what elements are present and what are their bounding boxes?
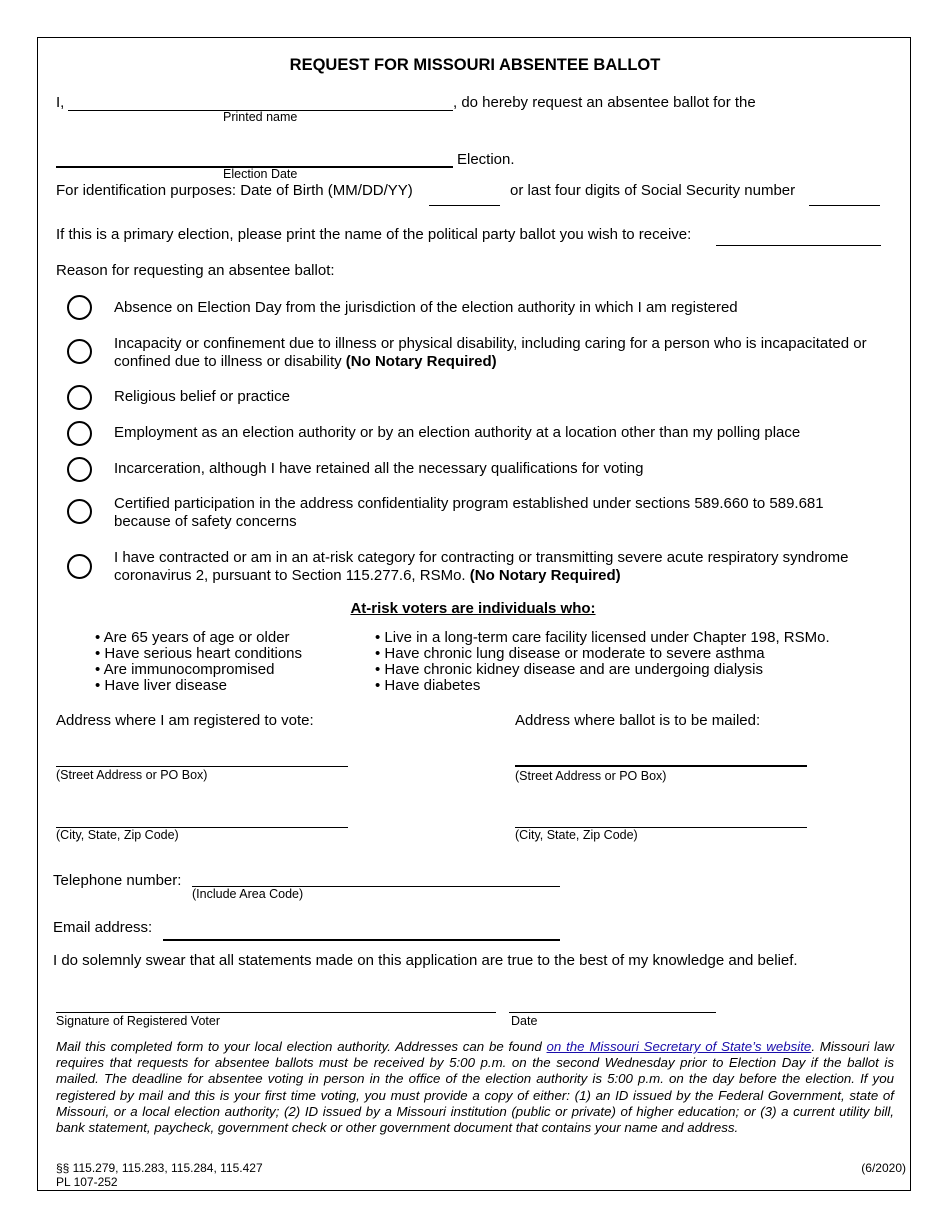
mailing-address-heading: Address where ballot is to be mailed: [515, 712, 761, 729]
date-field[interactable] [509, 1012, 716, 1013]
dob-field[interactable] [429, 205, 500, 206]
reason-radio-incarceration[interactable] [67, 457, 92, 482]
reason-religious: Religious belief or practice [114, 388, 290, 405]
date-label: Date [511, 1014, 538, 1028]
signature-label: Signature of Registered Voter [56, 1014, 220, 1028]
reason-incapacity: Incapacity or confinement due to illness or physical disability, including caring for a person who is incapacitated or confined due to illness or disability (No Notary Required) [114, 335, 867, 370]
mailing-city-label: (City, State, Zip Code) [515, 828, 638, 842]
reason-radio-religious[interactable] [67, 385, 92, 410]
at-risk-item: • Live in a long-term care facility licensed under Chapter 198, RSMo. [375, 629, 830, 646]
intro-request-text: , do hereby request an absentee ballot for the [453, 94, 756, 111]
reason-radio-covid[interactable] [67, 554, 92, 579]
dob-label: For identification purposes: Date of Birth (MM/DD/YY) [56, 182, 413, 199]
intro-prefix: I, [56, 94, 65, 111]
ssn-label: or last four digits of Social Security number [510, 182, 796, 199]
registered-street-label: (Street Address or PO Box) [56, 768, 208, 782]
email-label: Email address: [53, 919, 153, 936]
reason-confidentiality: Certified participation in the address confidentiality program established under sections 589.660 to 589.681 because of safety concerns [114, 495, 824, 530]
at-risk-item: • Have diabetes [375, 677, 481, 694]
email-field[interactable] [163, 939, 560, 941]
reason-absence: Absence on Election Day from the jurisdiction of the election authority in which I am registered [114, 299, 738, 316]
at-risk-item: • Have chronic lung disease or moderate to severe asthma [375, 645, 765, 662]
mailing-street-field[interactable] [515, 765, 807, 767]
at-risk-list-right [375, 630, 830, 694]
reason-radio-absence[interactable] [67, 295, 92, 320]
registered-city-label: (City, State, Zip Code) [56, 828, 179, 842]
signature-field[interactable] [56, 1012, 496, 1013]
at-risk-item: • Have serious heart conditions [95, 645, 303, 662]
at-risk-item: • Are immunocompromised [95, 661, 275, 678]
revision-date: (6/2020) [861, 1161, 906, 1175]
secretary-of-state-link[interactable]: on the Missouri Secretary of State’s website [546, 1039, 812, 1054]
statutes-reference: §§ 115.279, 115.283, 115.284, 115.427 [56, 1161, 263, 1175]
mailing-notice: Mail this completed form to your local election authority. Addresses can be found on the Missouri Secretary of State’s website. Missouri law requires that requests for absentee ballots must be received by 5:00 p.m. on the second Wednesday prior to Election Day if the ballot is mailed. The deadline for absentee voting in person in the office of the election authority is 5:00 p.m. on the day before the election. If you registered by mail and this is your first time voting, you must provide a copy of either: (1) an ID issued by the Federal Government, state of Missouri, or a local election authority; (2) ID issued by a Missouri institution (public or private) of higher education; or (3) a current utility bill, bank statement, paycheck, government check or other government document that contains your name and address. [56, 1039, 894, 1136]
reason-employment: Employment as an election authority or by an election authority at a location other than my polling place [114, 424, 801, 441]
mailing-street-label: (Street Address or PO Box) [515, 769, 667, 783]
ssn-field[interactable] [809, 205, 880, 206]
reason-radio-incapacity[interactable] [67, 339, 92, 364]
reason-radio-employment[interactable] [67, 421, 92, 446]
telephone-sub-label: (Include Area Code) [192, 887, 304, 901]
form-title: REQUEST FOR MISSOURI ABSENTEE BALLOT [289, 56, 661, 74]
at-risk-item: • Have liver disease [95, 677, 227, 694]
registered-street-field[interactable] [56, 766, 348, 767]
reason-radio-confidentiality[interactable] [67, 499, 92, 524]
at-risk-list-left [95, 630, 302, 694]
form-id: PL 107-252 [56, 1175, 118, 1189]
reason-covid: I have contracted or am in an at-risk category for contracting or transmitting severe acute respiratory syndrome coronavirus 2, pursuant to Section 115.277.6, RSMo. (No Notary Required) [114, 549, 849, 584]
registered-address-heading: Address where I am registered to vote: [56, 712, 314, 729]
party-field[interactable] [716, 245, 881, 246]
at-risk-heading: At-risk voters are individuals who: [350, 600, 596, 617]
election-word: Election. [457, 151, 515, 168]
telephone-label: Telephone number: [53, 872, 182, 889]
reason-incarceration: Incarceration, although I have retained all the necessary qualifications for voting [114, 460, 644, 477]
at-risk-item: • Have chronic kidney disease and are undergoing dialysis [375, 661, 763, 678]
reason-heading: Reason for requesting an absentee ballot: [56, 262, 335, 279]
election-date-label: Election Date [223, 167, 298, 181]
oath-text: I do solemnly swear that all statements made on this application are true to the best of my knowledge and belief. [53, 952, 798, 969]
printed-name-label: Printed name [223, 110, 298, 124]
at-risk-item: • Are 65 years of age or older [95, 629, 290, 646]
primary-label: If this is a primary election, please print the name of the political party ballot you wish to receive: [56, 226, 692, 243]
